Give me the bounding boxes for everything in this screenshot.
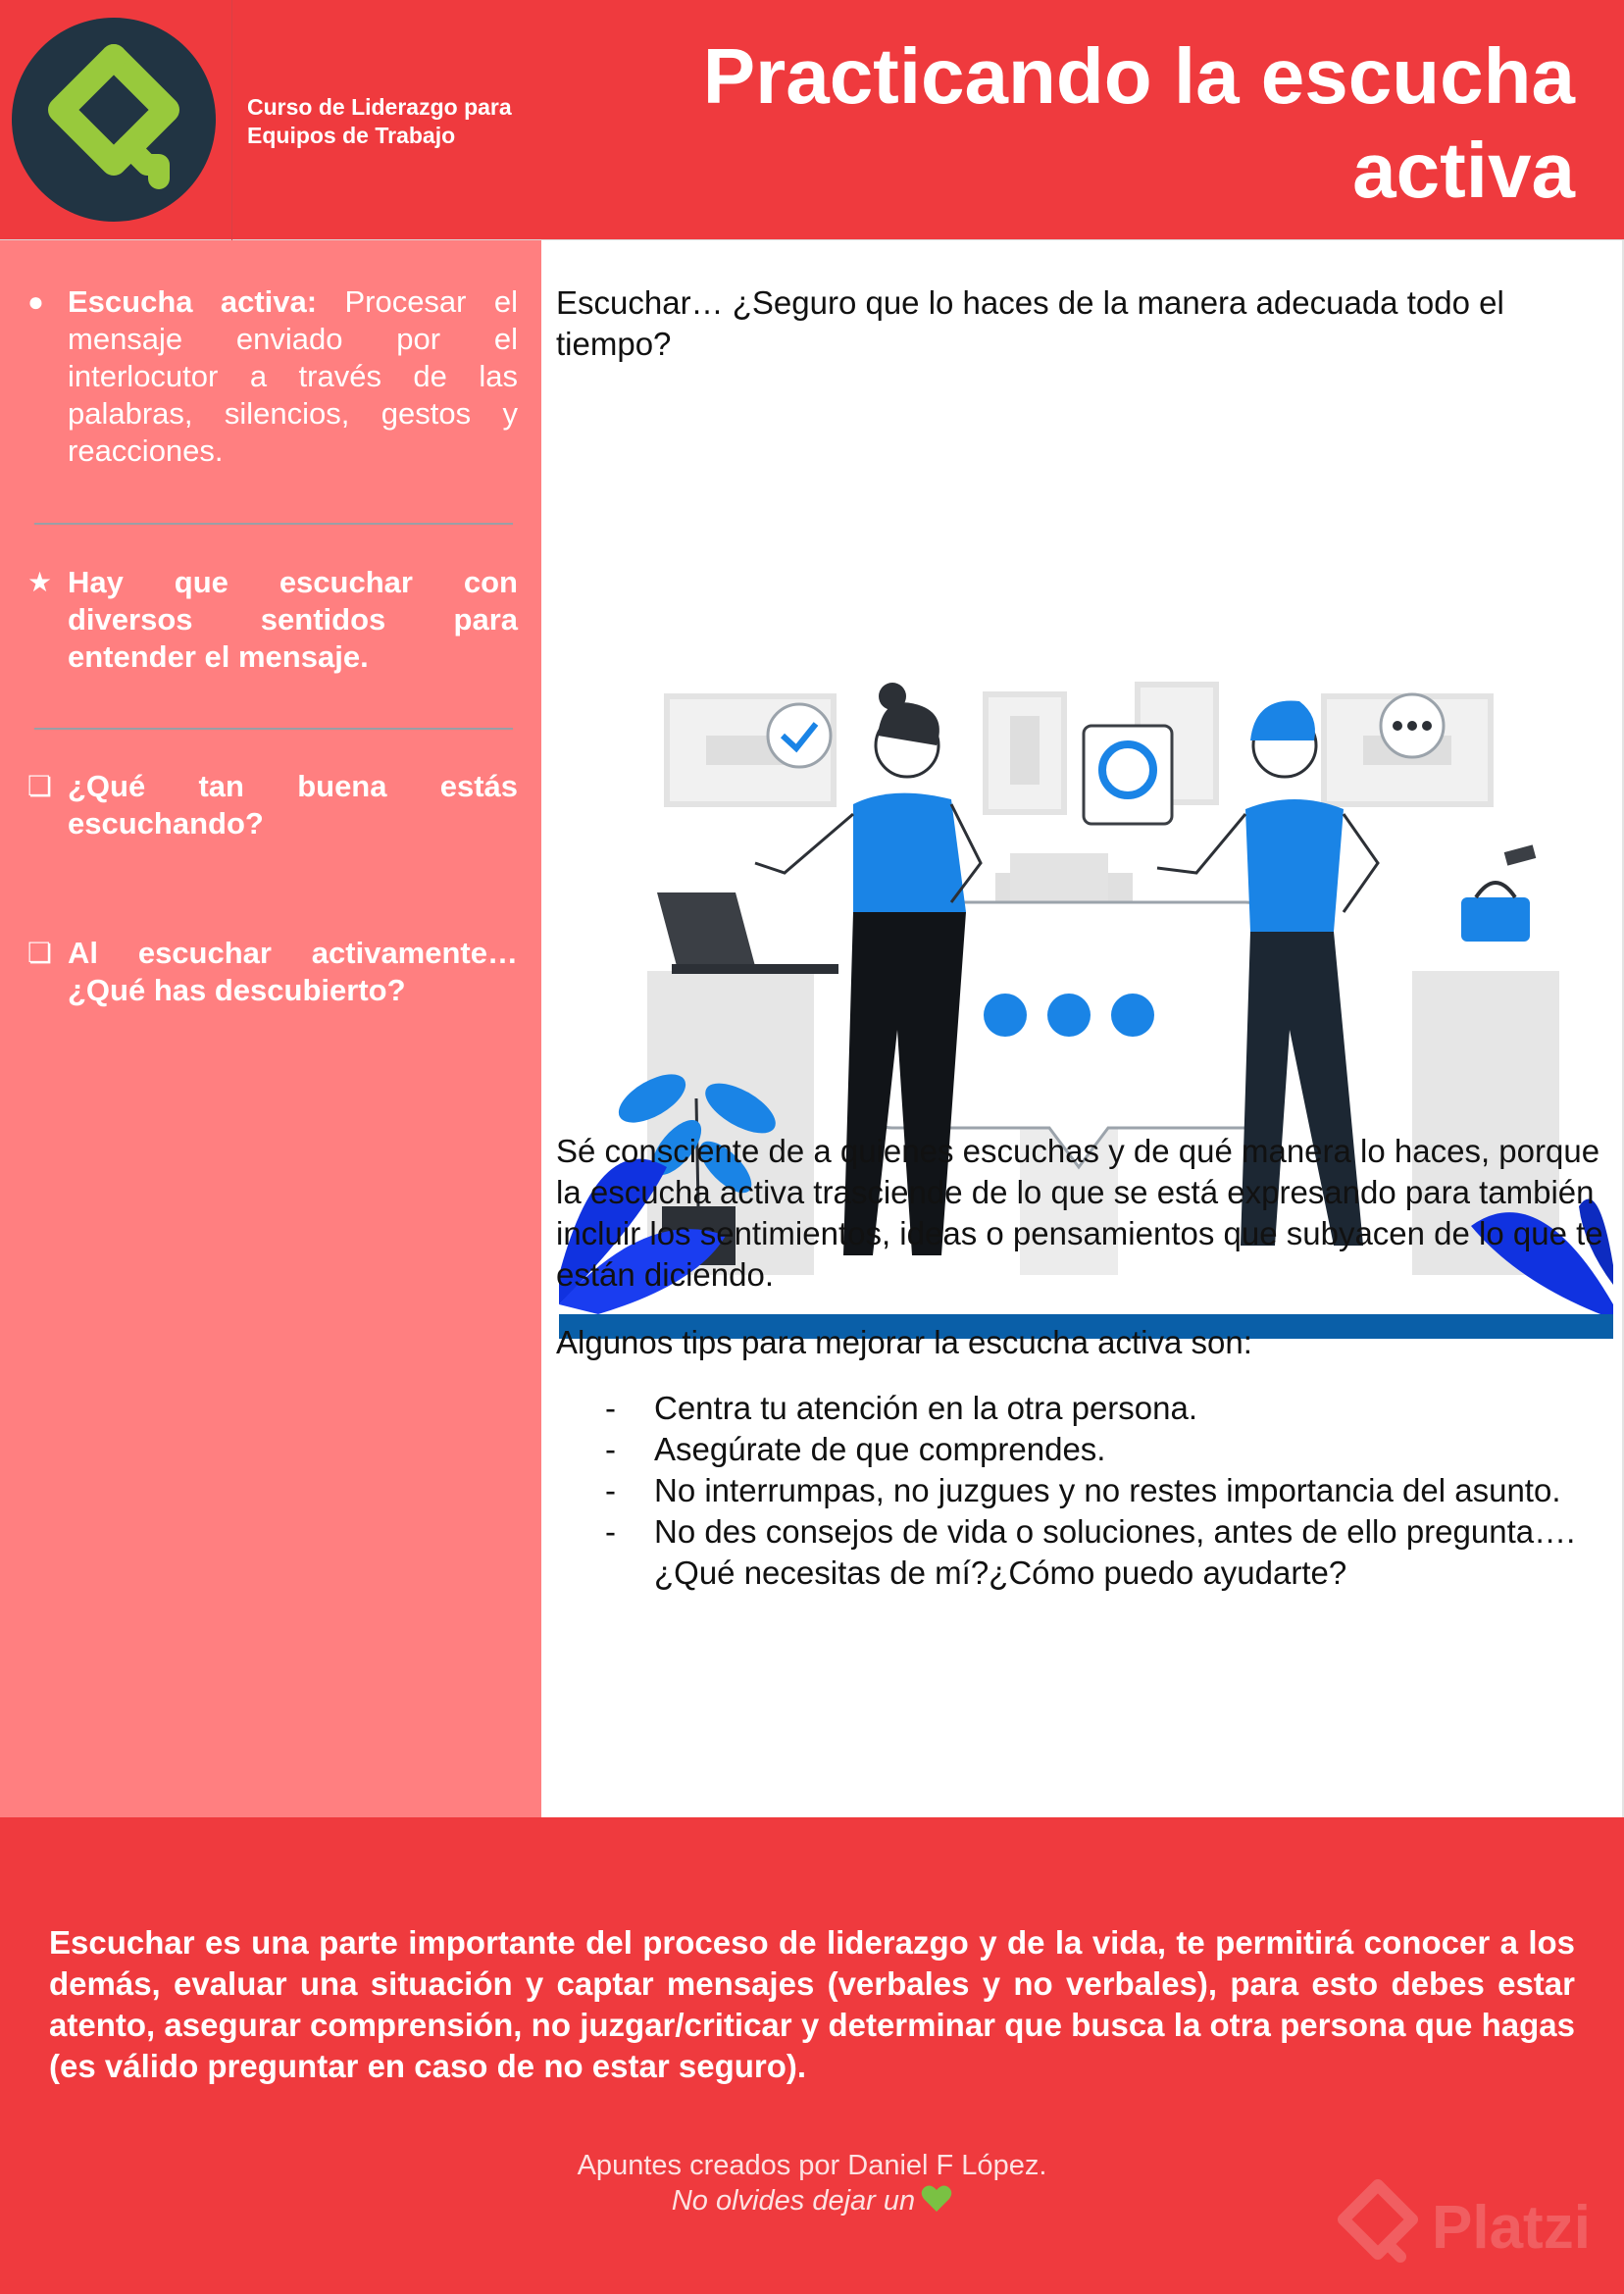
tips-intro: Algunos tips para mejorar la escucha activa son: bbox=[556, 1324, 1252, 1360]
summary-paragraph: Escuchar es una parte importante del proceso de liderazgo y de la vida, te permitirá conocer a los demás, evaluar una situación y captar mensajes (verbales y no verbales), para esto debes estar atento, asegurar comprensión, no juzgar/criticar y determinar que busca la otra persona que hagas (es válido preguntar en caso de no estar seguro). bbox=[49, 1924, 1575, 2084]
tips-list bbox=[556, 1388, 1605, 1594]
green-heart-icon bbox=[921, 2184, 952, 2214]
body-paragraph: Sé consciente de a quienes escuchas y de qué manera lo haces, porque la escucha activa trasciende de lo que se está expresando para también incluir los sentimientos, ideas o pensamientos que subyacen de lo que te están diciendo. bbox=[556, 1133, 1603, 1293]
list-item: - No interrumpas, no juzgues y no restes importancia del asunto. bbox=[605, 1472, 1561, 1508]
diamond-logo-icon bbox=[12, 18, 216, 222]
senses-text: Hay que escuchar con diversos sentidos para entender el mensaje. bbox=[68, 565, 518, 674]
question-2-text: Al escuchar activamente… ¿Qué has descubierto? bbox=[68, 936, 518, 1007]
reminder-line: No olvides dejar un bbox=[0, 2183, 1624, 2218]
title-line-1: Practicando la escucha bbox=[702, 32, 1575, 120]
platzi-logo-icon bbox=[1334, 2175, 1422, 2273]
question-1-text: ¿Qué tan buena estás escuchando? bbox=[68, 769, 518, 841]
list-item: - Centra tu atención en la otra persona. bbox=[605, 1390, 1198, 1426]
intro-question: Escuchar… ¿Seguro que lo haces de la manera adecuada todo el tiempo? bbox=[556, 284, 1504, 362]
checkbox-icon: ❏ bbox=[27, 938, 53, 968]
page-title bbox=[594, 29, 1575, 218]
title-line-2: activa bbox=[1352, 127, 1575, 214]
bullet-dot-icon: ● bbox=[27, 286, 44, 317]
sidebar-divider bbox=[34, 728, 513, 730]
list-item: - No des consejos de vida o soluciones, antes de ello pregunta…. ¿Qué necesitas de mí?¿Cómo puedo ayudarte? bbox=[605, 1513, 1576, 1591]
sidebar bbox=[0, 240, 541, 1817]
platzi-watermark bbox=[1334, 2175, 1618, 2273]
sidebar-divider bbox=[34, 523, 513, 525]
sidebar-item-senses bbox=[27, 564, 518, 676]
sidebar-item-question-2 bbox=[27, 935, 518, 1009]
author-credit: Apuntes creados por Daniel F López. bbox=[577, 2150, 1047, 2181]
logo-cell bbox=[0, 0, 232, 240]
star-icon: ★ bbox=[27, 567, 53, 597]
main-content bbox=[541, 240, 1624, 1817]
definition-text: Procesar el mensaje enviado por el interlocutor a través de las palabras, silencios, gestos y reacciones. bbox=[68, 284, 518, 468]
list-item: - Asegúrate de que comprendes. bbox=[605, 1431, 1106, 1467]
course-logo bbox=[12, 18, 216, 222]
sidebar-item-question-1 bbox=[27, 768, 518, 842]
sidebar-item-definition bbox=[27, 283, 518, 470]
course-name: Curso de Liderazgo para Equipos de Trabajo bbox=[247, 94, 512, 148]
checkbox-icon: ❏ bbox=[27, 771, 53, 801]
watermark-text: Platzi bbox=[1432, 2194, 1591, 2262]
definition-term: Escucha activa: bbox=[68, 284, 318, 319]
header-banner bbox=[0, 0, 1624, 240]
